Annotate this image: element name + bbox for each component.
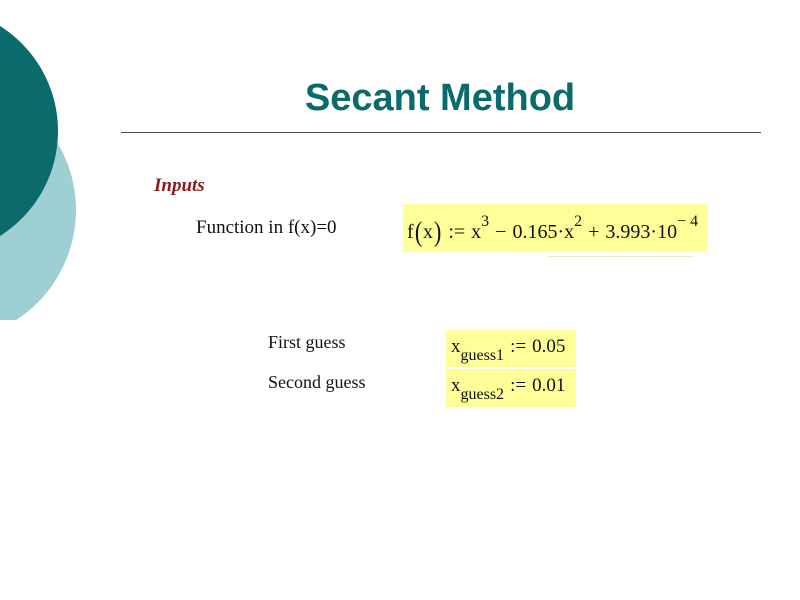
function-expression: [407, 213, 699, 249]
guess2-variable: x: [451, 375, 461, 396]
term3-coefficient: 3.993: [605, 221, 651, 243]
minus-operator: −: [495, 221, 507, 243]
open-paren: (: [414, 217, 423, 248]
second-guess-region[interactable]: [446, 369, 576, 407]
guess1-variable: x: [451, 336, 461, 357]
function-underline: [548, 256, 694, 257]
guess2-value: 0.01: [532, 375, 566, 396]
function-name: f: [407, 221, 414, 243]
assign-operator: :=: [510, 375, 527, 396]
assign-operator: :=: [510, 336, 527, 357]
multiply-dot: ·: [557, 221, 565, 243]
term2-exponent: 2: [574, 213, 583, 230]
second-guess-expression: [451, 375, 566, 403]
term3-base: 10: [657, 221, 678, 243]
assign-operator: :=: [448, 221, 466, 243]
inputs-heading: Inputs: [154, 175, 205, 196]
term2-base: x: [564, 221, 575, 243]
guess1-value: 0.05: [532, 336, 566, 357]
function-arg: x: [423, 221, 433, 243]
term1-base: x: [471, 221, 482, 243]
term1-exponent: 3: [481, 213, 490, 230]
plus-operator: +: [588, 221, 600, 243]
first-guess-expression: [451, 336, 566, 364]
decorative-circles: [0, 0, 120, 320]
slide-title: Secant Method: [304, 77, 576, 119]
function-definition-region[interactable]: [403, 204, 708, 252]
first-guess-region[interactable]: [446, 330, 576, 367]
first-guess-label: First guess: [268, 332, 346, 352]
second-guess-label: Second guess: [268, 372, 366, 392]
function-label: Function in f(x)=0: [196, 217, 337, 238]
guess2-subscript: guess2: [460, 386, 505, 403]
term2-coefficient: 0.165: [512, 221, 558, 243]
close-paren: ): [433, 217, 442, 248]
guess1-subscript: guess1: [460, 347, 505, 364]
term3-exponent: − 4: [677, 213, 699, 230]
multiply-dot: ·: [650, 221, 658, 243]
title-divider: [121, 132, 761, 133]
